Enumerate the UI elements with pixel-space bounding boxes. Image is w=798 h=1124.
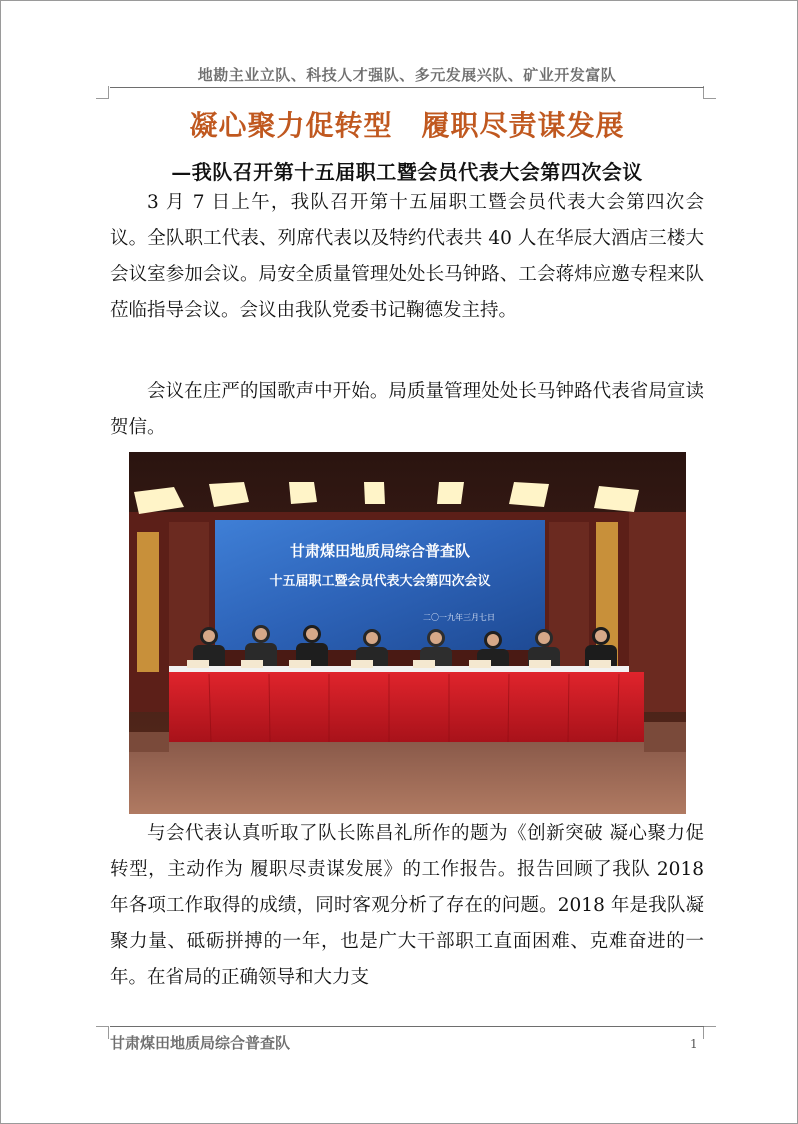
article-subtitle: —我队召开第十五届职工暨会员代表大会第四次会议 bbox=[171, 160, 643, 184]
crop-mark-bottom-left bbox=[96, 1026, 109, 1039]
paragraph-3: 与会代表认真听取了队长陈昌礼所作的题为《创新突破 凝心聚力促转型，主动作为 履职尽责谋发展》的工作报告。报告回顾了我队 2018 年各项工作取得的成绩，同时客观分析了存在的问题。2018 年是我队凝聚力量、砥砺拼搏的一年，也是广大干部职工直面困难、克难奋进的一年。在省局的正确领导和大力支 bbox=[110, 823, 704, 988]
meeting-photo bbox=[129, 452, 686, 814]
crop-mark-top-right bbox=[703, 86, 716, 99]
page-header: 地勘主业立队、科技人才强队、多元发展兴队、矿业开发富队 bbox=[197, 66, 617, 84]
page-footer: 甘肃煤田地质局综合普查队 bbox=[110, 1034, 291, 1052]
crop-mark-top-left bbox=[96, 86, 109, 99]
page-number: 1 bbox=[690, 1037, 698, 1051]
article-title: 凝心聚力促转型 履职尽责谋发展 bbox=[189, 109, 625, 142]
crop-mark-bottom-right bbox=[703, 1026, 716, 1039]
header-rule bbox=[110, 87, 704, 88]
paragraph-1: 3 月 7 日上午，我队召开第十五届职工暨会员代表大会第四次会议。全队职工代表、列席代表以及特约代表共 40 人在华辰大酒店三楼大会议室参加会议。局安全质量管理处处长马钟路、工会蒋炜应邀专程来队莅临指导会议。会议由我队党委书记鞠德发主持。 bbox=[110, 192, 704, 321]
screen-date: 二〇一九年三月七日 bbox=[423, 613, 495, 622]
screen-line-2: 十五届职工暨会员代表大会第四次会议 bbox=[269, 574, 491, 589]
paragraph-2: 会议在庄严的国歌声中开始。局质量管理处处长马钟路代表省局宣读贺信。 bbox=[110, 381, 704, 438]
footer-rule bbox=[110, 1026, 704, 1027]
screen-line-1: 甘肃煤田地质局综合普查队 bbox=[289, 542, 471, 560]
